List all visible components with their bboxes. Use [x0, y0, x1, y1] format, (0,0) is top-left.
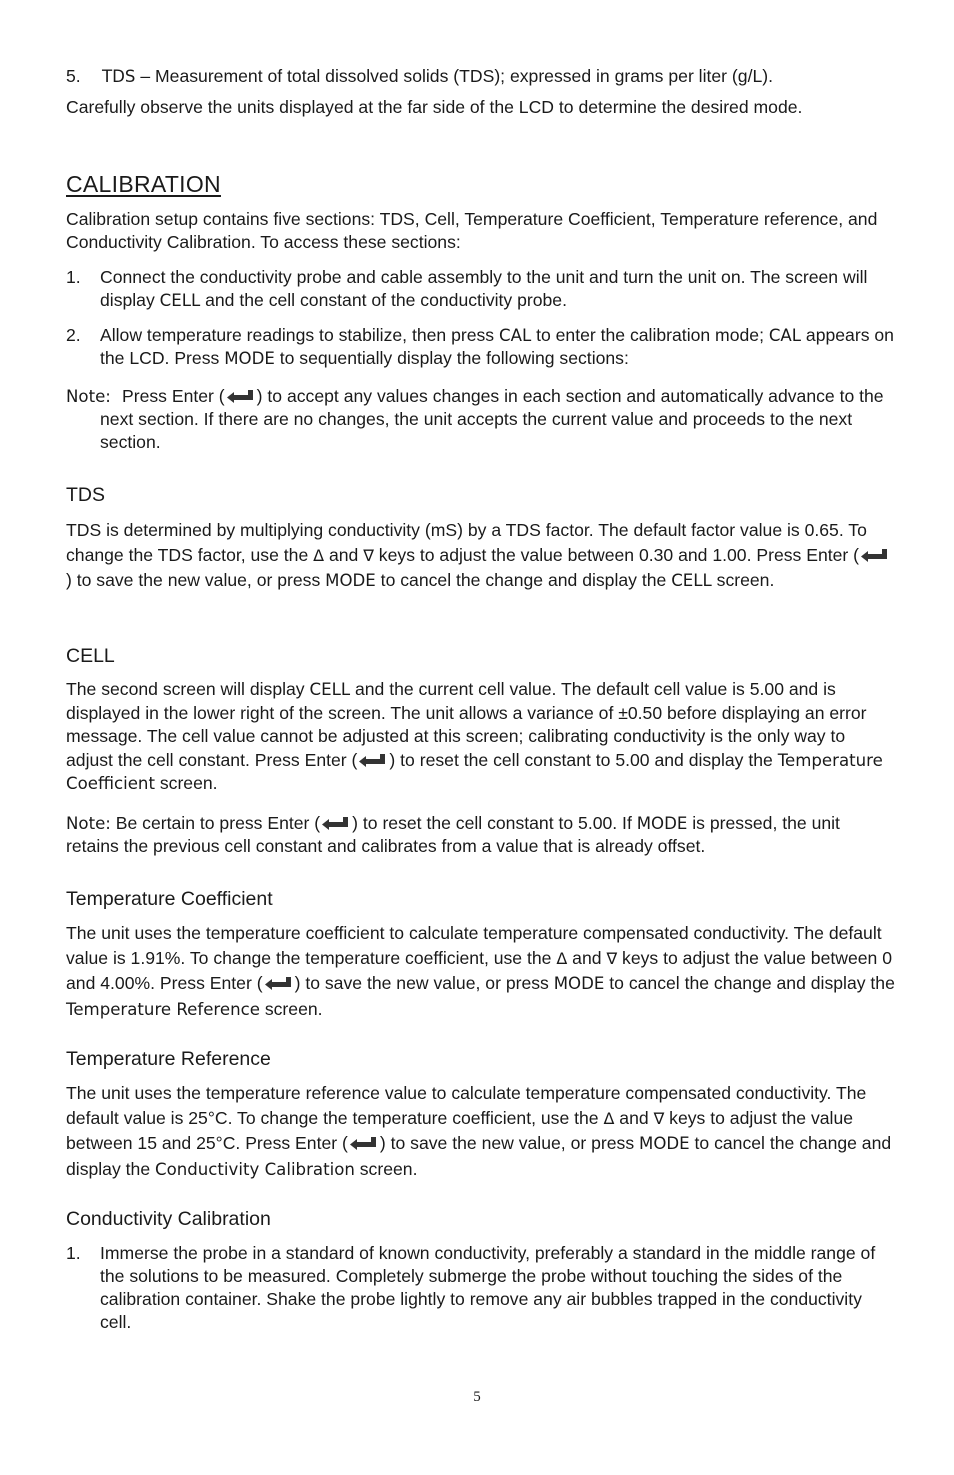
conductivity-calibration-step-1 — [66, 1242, 896, 1334]
note-label: Note: — [66, 387, 111, 406]
keyword-cell: CELL — [159, 291, 201, 310]
note-text: is pressed, the unit retains the previous cell constant and calibrates from a value that is already offset. — [66, 813, 840, 856]
tds-text: screen. — [711, 570, 775, 590]
conductivity-calibration-heading: Conductivity Calibration — [66, 1208, 271, 1230]
step-text: Connect the conductivity probe and cable assembly to the unit and turn the unit on. The screen will display — [100, 267, 868, 310]
paragraph-text: screen. — [259, 998, 323, 1019]
enter-key-icon — [861, 548, 889, 562]
note-text: ) to accept any values changes in each section and automatically advance to the next section. If there are no changes, the unit accepts the current value and proceeds to the next section. — [100, 386, 884, 452]
keyword-cell: CELL — [671, 571, 712, 590]
cell-text: ) to reset the cell constant to 5.00 and display the — [389, 749, 778, 770]
step-text: to sequentially display the following sections: — [274, 348, 629, 368]
note-text: Press Enter ( — [122, 386, 225, 406]
keyword-temperature-coefficient: Temperature Coefficient — [66, 750, 883, 794]
cell-text: screen. — [154, 773, 218, 794]
enter-key-icon — [265, 976, 293, 990]
list-item-5 — [66, 65, 896, 88]
up-arrow-icon: Δ — [603, 1108, 615, 1128]
cell-heading: CELL — [66, 645, 115, 667]
paragraph-text: ) to save the new value, or press — [294, 973, 554, 993]
calibration-note — [66, 385, 896, 454]
step-number: 2. — [66, 325, 81, 345]
up-arrow-icon: Δ — [313, 545, 325, 565]
list-text: – Measurement of total dissolved solids (TDS); expressed in grams per liter (g/L). — [135, 66, 773, 86]
tds-heading: TDS — [66, 484, 105, 506]
calibration-step-1 — [66, 266, 896, 312]
keyword-cal: CAL — [499, 326, 532, 345]
tds-text: to cancel the change and display the — [375, 570, 672, 590]
cell-text: and the current cell value. The default cell value is 5.00 and is displayed in the lower right of the screen. The unit allows a variance of ±0.50 before displaying an error message. The cell value cannot be adjusted at this screen; calibrating conductivity is the only way to adjust the cell constant. Press Enter ( — [66, 679, 867, 770]
cell-text: The second screen will display — [66, 679, 310, 699]
paragraph-text: and — [614, 1107, 654, 1128]
keyword-temperature-reference: Temperature Reference — [66, 999, 260, 1019]
keyword-conductivity-calibration: Conductivity Calibration — [155, 1159, 355, 1179]
down-arrow-icon: ∇ — [653, 1108, 665, 1128]
temperature-reference-heading: Temperature Reference — [66, 1048, 271, 1070]
step-text: and the cell constant of the conductivity probe. — [200, 290, 567, 310]
keyword-mode: MODE — [639, 1134, 690, 1153]
down-arrow-icon: ∇ — [363, 545, 374, 565]
paragraph-text: screen. — [354, 1158, 418, 1179]
tds-paragraph — [66, 518, 896, 594]
calibration-step-2 — [66, 324, 896, 370]
paragraph-text: and — [567, 947, 607, 968]
keyword-mode: MODE — [224, 349, 275, 368]
step-text: Allow temperature readings to stabilize, then press — [100, 325, 499, 345]
down-arrow-icon: ∇ — [606, 948, 618, 968]
observe-paragraph: Carefully observe the units displayed at the far side of the LCD to determine the desired mode. — [66, 97, 803, 117]
step-number: 1. — [66, 267, 81, 287]
calibration-intro: Calibration setup contains five sections: TDS, Cell, Temperature Coefficient, Temperature reference, and Conductivity Calibration. To access these sections: — [66, 209, 878, 252]
keyword-cal: CAL — [768, 326, 802, 345]
keyword-tds: TDS — [102, 67, 136, 86]
paragraph-text: keys to adjust the value between 15 and 25°C. Press Enter ( — [66, 1107, 854, 1153]
paragraph-text: The unit uses the temperature reference value to calculate temperature compensated conductivity. The default value is 25°C. To change the temperature coefficient, use the — [66, 1083, 867, 1128]
note-text: ) to reset the cell constant to 5.00. If — [352, 813, 637, 833]
note-label: Note: — [66, 814, 111, 833]
cell-paragraph — [66, 678, 896, 796]
paragraph-text: ) to save the new value, or press — [379, 1133, 640, 1153]
note-text: Be certain to press Enter ( — [110, 813, 321, 833]
cell-note — [66, 812, 896, 858]
tds-text: ) to save the new value, or press — [66, 570, 326, 590]
paragraph-text: to cancel the change and display the — [604, 973, 895, 993]
keyword-cell: CELL — [309, 680, 351, 699]
step-number: 1. — [66, 1243, 81, 1263]
paragraph-text: The unit uses the temperature coefficient to calculate temperature compensated conductivity. The default value is 1.91%. To change the temperature coefficient, use the — [66, 923, 882, 968]
page-number: 5 — [473, 1389, 481, 1405]
calibration-heading: CALIBRATION — [66, 171, 221, 197]
list-number: 5. — [66, 66, 81, 86]
keyword-mode: MODE — [325, 571, 376, 590]
enter-key-icon — [227, 389, 255, 403]
temperature-reference-paragraph — [66, 1081, 896, 1182]
enter-key-icon — [359, 753, 387, 767]
temperature-coefficient-paragraph — [66, 921, 896, 1022]
step-text: to enter the calibration mode; — [531, 325, 769, 345]
temperature-coefficient-heading: Temperature Coefficient — [66, 888, 273, 910]
tds-text: and — [324, 544, 364, 565]
paragraph-text: to cancel the change and display the — [66, 1133, 892, 1179]
enter-key-icon — [322, 816, 350, 830]
tds-text: keys to adjust the value between 0.30 and 1.00. Press Enter ( — [373, 544, 860, 565]
tds-text: TDS is determined by multiplying conductivity (mS) by a TDS factor. The default factor value is 0.65. To change the TDS factor, use the — [66, 520, 867, 565]
keyword-mode: MODE — [636, 814, 688, 833]
step-text: Immerse the probe in a standard of known conductivity, preferably a standard in the middle range of the solutions to be measured. Completely submerge the probe without touching the sides of the calibration container. Shake the probe lightly to remove any air bubbles trapped in the conductivity cell. — [100, 1243, 876, 1332]
keyword-mode: MODE — [553, 974, 605, 993]
up-arrow-icon: Δ — [556, 948, 568, 968]
step-text: appears on the LCD. Press — [100, 325, 894, 368]
paragraph-text: keys to adjust the value between 0 and 4.00%. Press Enter ( — [66, 947, 892, 993]
enter-key-icon — [350, 1136, 378, 1150]
